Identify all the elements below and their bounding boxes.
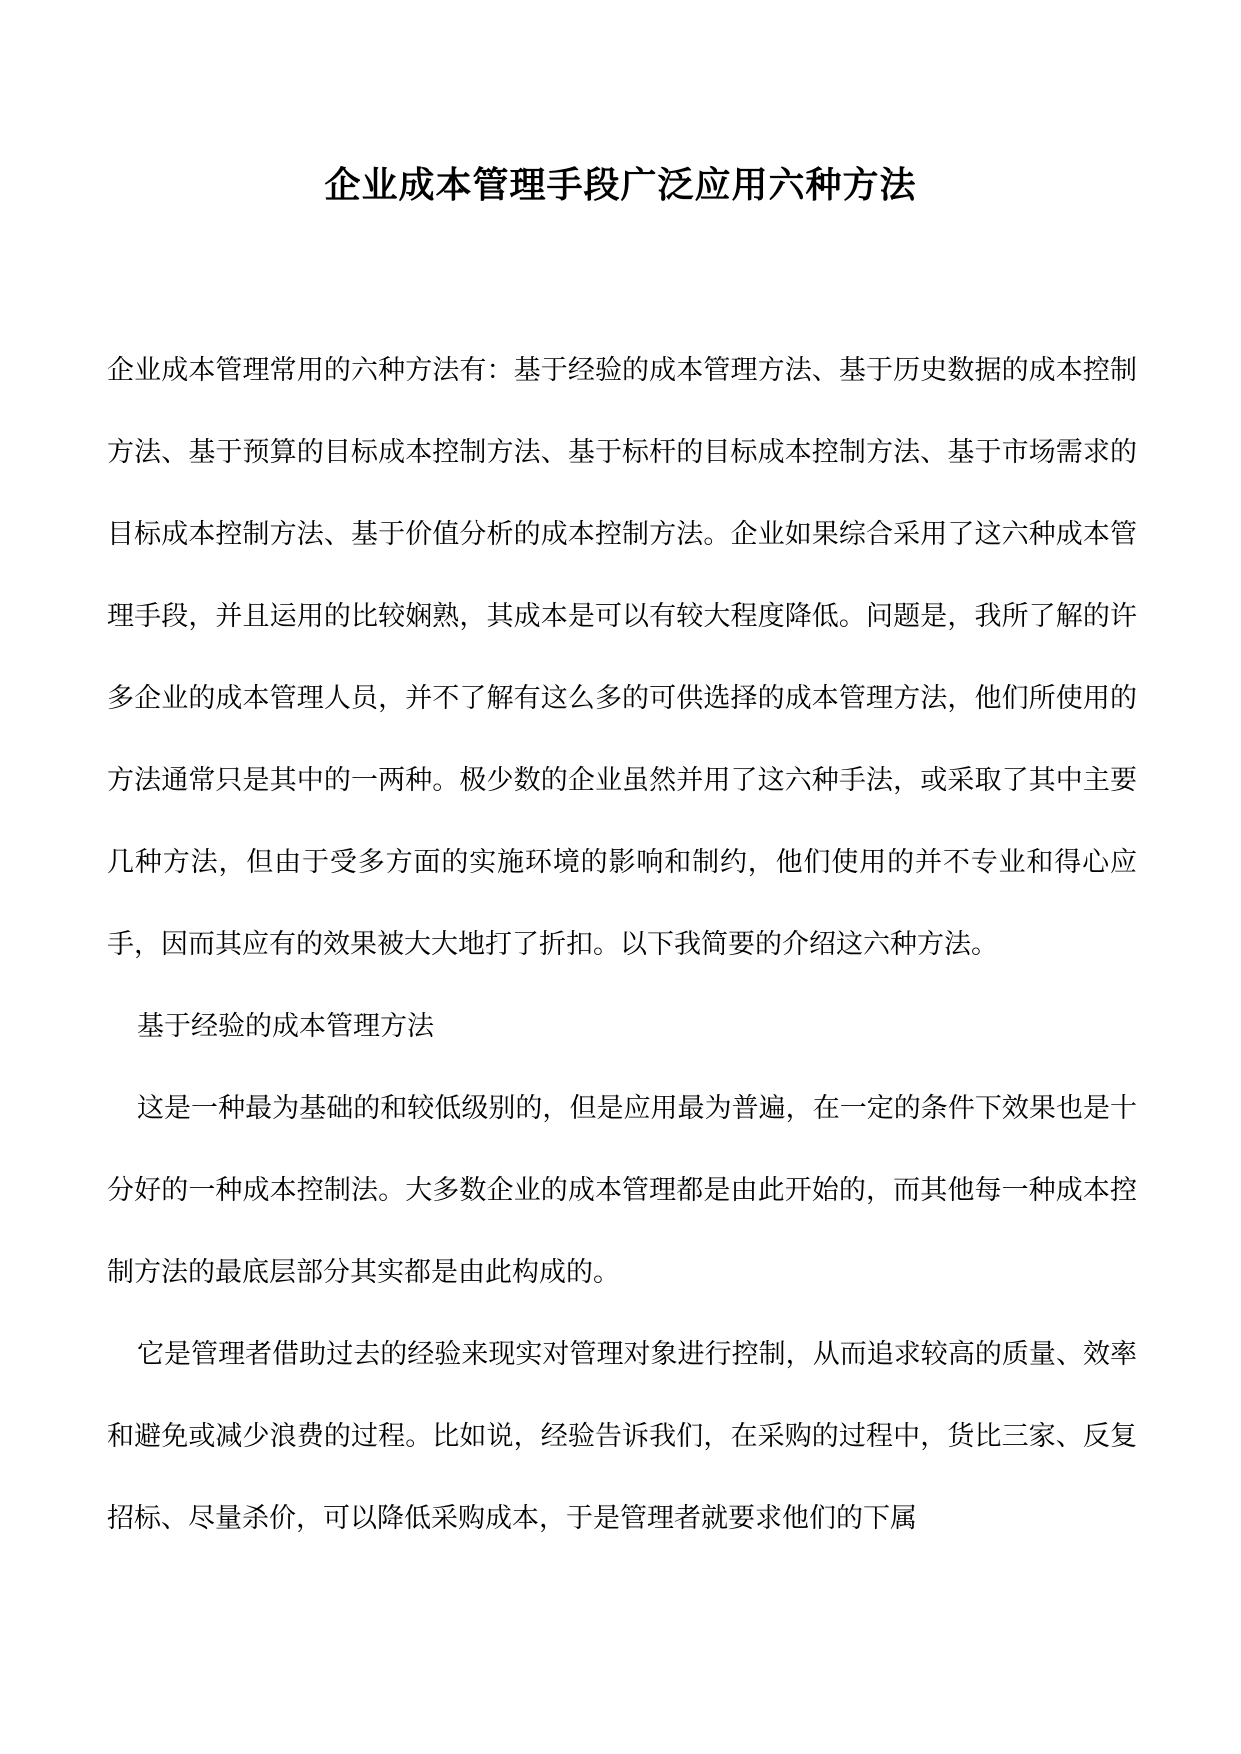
- experience-method-paragraph-1: 这是一种最为基础的和较低级别的，但是应用最为普遍，在一定的条件下效果也是十分好的一种成本控制法。大多数企业的成本管理都是由此开始的，而其他每一种成本控制方法的最底层部分其实都是由此构成的。: [107, 1093, 1137, 1288]
- document-body: [107, 330, 1137, 1560]
- experience-method-paragraph-2: 它是管理者借助过去的经验来现实对管理对象进行控制，从而追求较高的质量、效率和避免或减少浪费的过程。比如说，经验告诉我们，在采购的过程中，货比三家、反复招标、尽量杀价，可以降低采购成本，于是管理者就要求他们的下属: [107, 1339, 1137, 1534]
- section-heading-experience-method: 基于经验的成本管理方法: [137, 1011, 434, 1042]
- document-title: 企业成本管理手段广泛应用六种方法: [324, 164, 917, 206]
- intro-paragraph: 企业成本管理常用的六种方法有：基于经验的成本管理方法、基于历史数据的成本控制方法、基于预算的目标成本控制方法、基于标杆的目标成本控制方法、基于市场需求的目标成本控制方法、基于价值分析的成本控制方法。企业如果综合采用了这六种成本管理手段，并且运用的比较娴熟，其成本是可以有较大程度降低。问题是，我所了解的许多企业的成本管理人员，并不了解有这么多的可供选择的成本管理方法，他们所使用的方法通常只是其中的一两种。极少数的企业虽然并用了这六种手法，或采取了其中主要几种方法，但由于受多方面的实施环境的影响和制约，他们使用的并不专业和得心应手，因而其应有的效果被大大地打了折扣。以下我简要的介绍这六种方法。: [107, 355, 1137, 960]
